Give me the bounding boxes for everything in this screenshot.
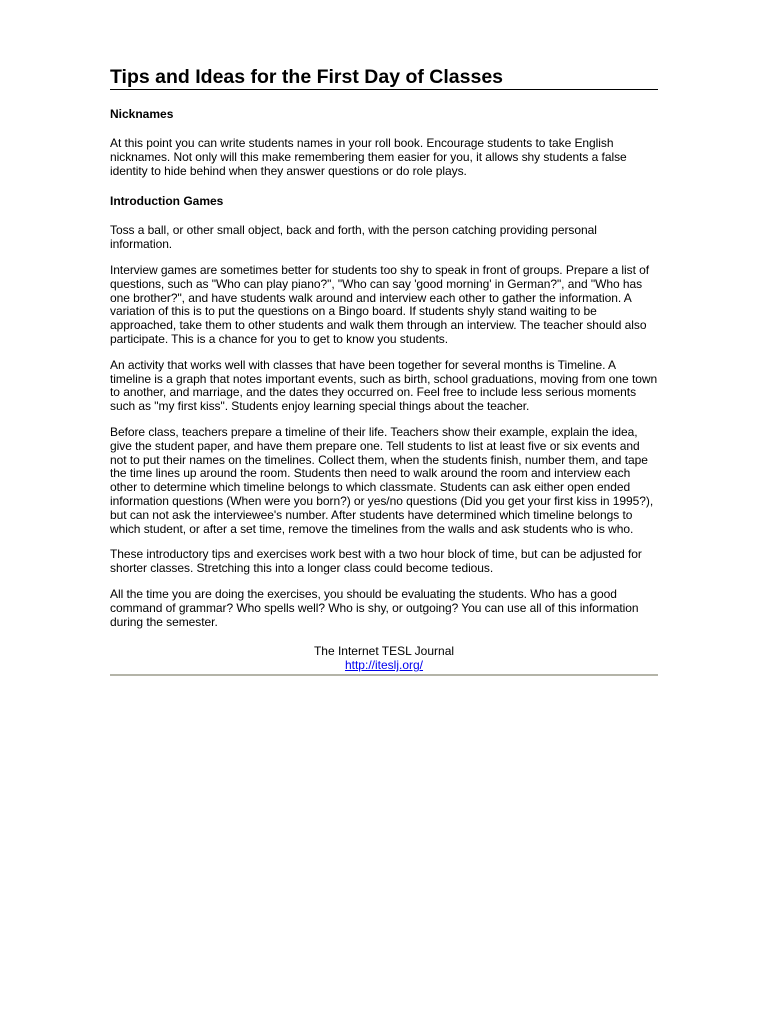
section-heading-nicknames: Nicknames <box>110 107 174 121</box>
paragraph: Before class, teachers prepare a timeline of their life. Teachers show their example, explain the idea, give the student paper, and have them prepare one. Tell students to list at least five or six events and not to put their names on the timelines. Collect them, when the students finish, number them, and tape the time lines up around the room. Students then need to walk around the room and interview each other to determine which timeline belongs to which classmate. Students can ask either open ended information questions (When were you born?) or yes/no questions (Did you get your first kiss in 1995?), but can not ask the interviewee's number. After students have determined which timeline belongs to which student, or after a set time, remove the timelines from the walls and ask students who is who. <box>110 424 654 536</box>
paragraph: These introductory tips and exercises work best with a two hour block of time, but can be adjusted for shorter classes. Stretching this into a longer class could become tedious. <box>110 547 642 576</box>
page-title: Tips and Ideas for the First Day of Classes <box>110 66 658 90</box>
paragraph: An activity that works well with classes that have been together for several months is Timeline. A timeline is a graph that notes important events, such as birth, school graduations, moving from one town to another, and marriage, and the dates they occurred on. Feel free to include less serious moments such as "my first kiss". Students enjoy learning special things about the teacher. <box>110 357 658 414</box>
paragraph: All the time you are doing the exercises, you should be evaluating the students. Who has a good command of grammar? Who spells well? Who is shy, or outgoing? You can use all of this information during the semester. <box>110 586 639 629</box>
footer-divider <box>110 674 658 676</box>
document-page <box>110 66 658 676</box>
paragraph: At this point you can write students names in your roll book. Encourage students to take English nicknames. Not only will this make remembering them easier for you, it allows shy students a false identity to hide behind when they answer questions or do role plays. <box>110 136 627 178</box>
footer-link[interactable]: http://iteslj.org/ <box>344 658 424 673</box>
section-heading-introduction-games: Introduction Games <box>110 194 224 209</box>
footer-journal-name: The Internet TESL Journal <box>313 644 455 659</box>
footer-link-line <box>110 659 658 673</box>
paragraph: Interview games are sometimes better for students too shy to speak in front of groups. Prepare a list of questions, such as "Who can play piano?", "Who can say 'good morning' in German?", and "Who has one brother?", and have students walk around and interview each other to gather the information. A variation of this is to put the questions on a Bingo board. If students shyly stand waiting to be approached, take them to other students and walk them through an interview. The teacher should also participate. This is a chance for you to get to know you students. <box>110 262 650 346</box>
paragraph: Toss a ball, or other small object, back and forth, with the person catching providing personal information. <box>110 223 597 252</box>
